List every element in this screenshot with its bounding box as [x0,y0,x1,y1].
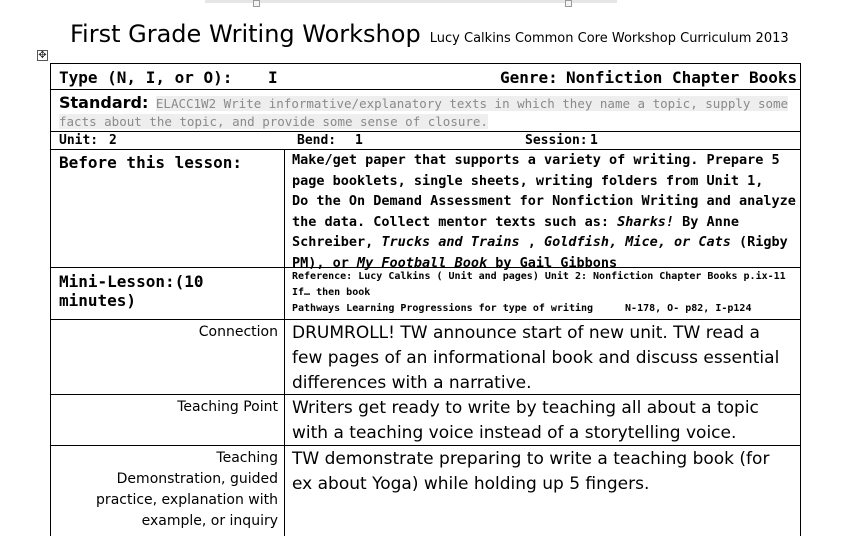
session-label: Session: [525,133,588,148]
book-author: By Anne Schreiber, [292,213,740,251]
ruler-bar [205,0,617,3]
standard-text: ELACC1W2 Write informative/explanatory texts in which they name a topic, supply some facts about the topic, and provide some sense of closure. [59,96,789,129]
teaching-point-label: Teaching Point [51,395,285,445]
teaching-point-row [51,395,800,446]
document-header [70,20,789,48]
genre-value: Nonfiction Chapter Books [566,68,798,87]
book-author: (Rigby PM), or [292,234,788,271]
unit-label: Unit: [59,133,99,148]
mini-lesson-reference [285,268,800,319]
teaching-point-text: Writers get ready to write by teaching all about a topic with a teaching voice instead of a storytelling voice. [292,398,759,443]
book-title: Trucks and Trains [381,234,520,251]
before-lesson-mentor-texts [292,191,796,273]
book-title: My Football Book [357,254,488,271]
teaching-label: Teaching [216,450,278,466]
book-separator: , [519,234,544,251]
lesson-plan-table [50,63,801,536]
reference-line: If… then book [292,287,371,298]
teaching-text: TW demonstrate preparing to write a teaching book (for ex about Yoga) while holding up 5 fingers. [292,449,770,494]
reference-pages: N-178, O- p82, I-p124 [625,303,752,314]
genre-label: Genre: [500,68,558,87]
ruler-indent-marker[interactable] [253,0,260,7]
document-title: First Grade Writing Workshop [70,20,421,48]
session-value: 1 [590,133,598,148]
book-title: Sharks! [617,213,675,230]
connection-label: Connection [51,320,285,394]
connection-text: DRUMROLL! TW announce start of new unit. TW read a few pages of an informational book and discuss essential differences with a narrative. [292,323,780,393]
teaching-label-cell [51,446,285,536]
before-lesson-row [51,150,800,271]
type-label: Type (N, I, or O): [59,68,233,87]
bend-value: 1 [355,133,363,148]
before-lesson-content [285,150,800,271]
before-lesson-line: Do the On Demand Assessment for Nonfiction Writing and analyze the data. Collect mentor texts such as: [292,193,796,230]
teaching-sublabel: Demonstration, guided practice, explanation with example, or inquiry [96,471,278,529]
reference-line [292,301,796,317]
reference-text: Pathways Learning Progressions for type of writing [292,303,594,314]
before-lesson-line: Make/get paper that supports a variety of writing. Prepare 5 page booklets, single sheets, writing folders from Unit 1, [292,152,780,189]
book-author: by Gail Gibbons [487,254,618,271]
type-value: I [268,68,278,87]
unit-value: 2 [109,133,117,148]
standard-row [51,90,800,132]
unit-row [51,132,800,150]
document-subtitle: Lucy Calkins Common Core Workshop Curriculum 2013 [429,31,789,46]
type-genre-row [51,64,800,90]
mini-lesson-row [51,268,800,320]
connection-row [51,320,800,395]
mini-lesson-label: Mini-Lesson:(10 minutes) [51,268,285,319]
standard-label: Standard: [59,93,149,112]
bend-label: Bend: [297,133,337,148]
before-lesson-label: Before this lesson: [51,150,285,267]
teaching-row [51,446,800,536]
table-move-handle-icon[interactable]: ✥ [38,50,47,61]
ruler-tab-marker[interactable] [565,0,572,7]
book-title: Goldfish, Mice, or Cats [543,234,731,251]
reference-line: Reference: Lucy Calkins ( Unit and pages) Unit 2: Nonfiction Chapter Books p.ix-11 [292,271,786,282]
